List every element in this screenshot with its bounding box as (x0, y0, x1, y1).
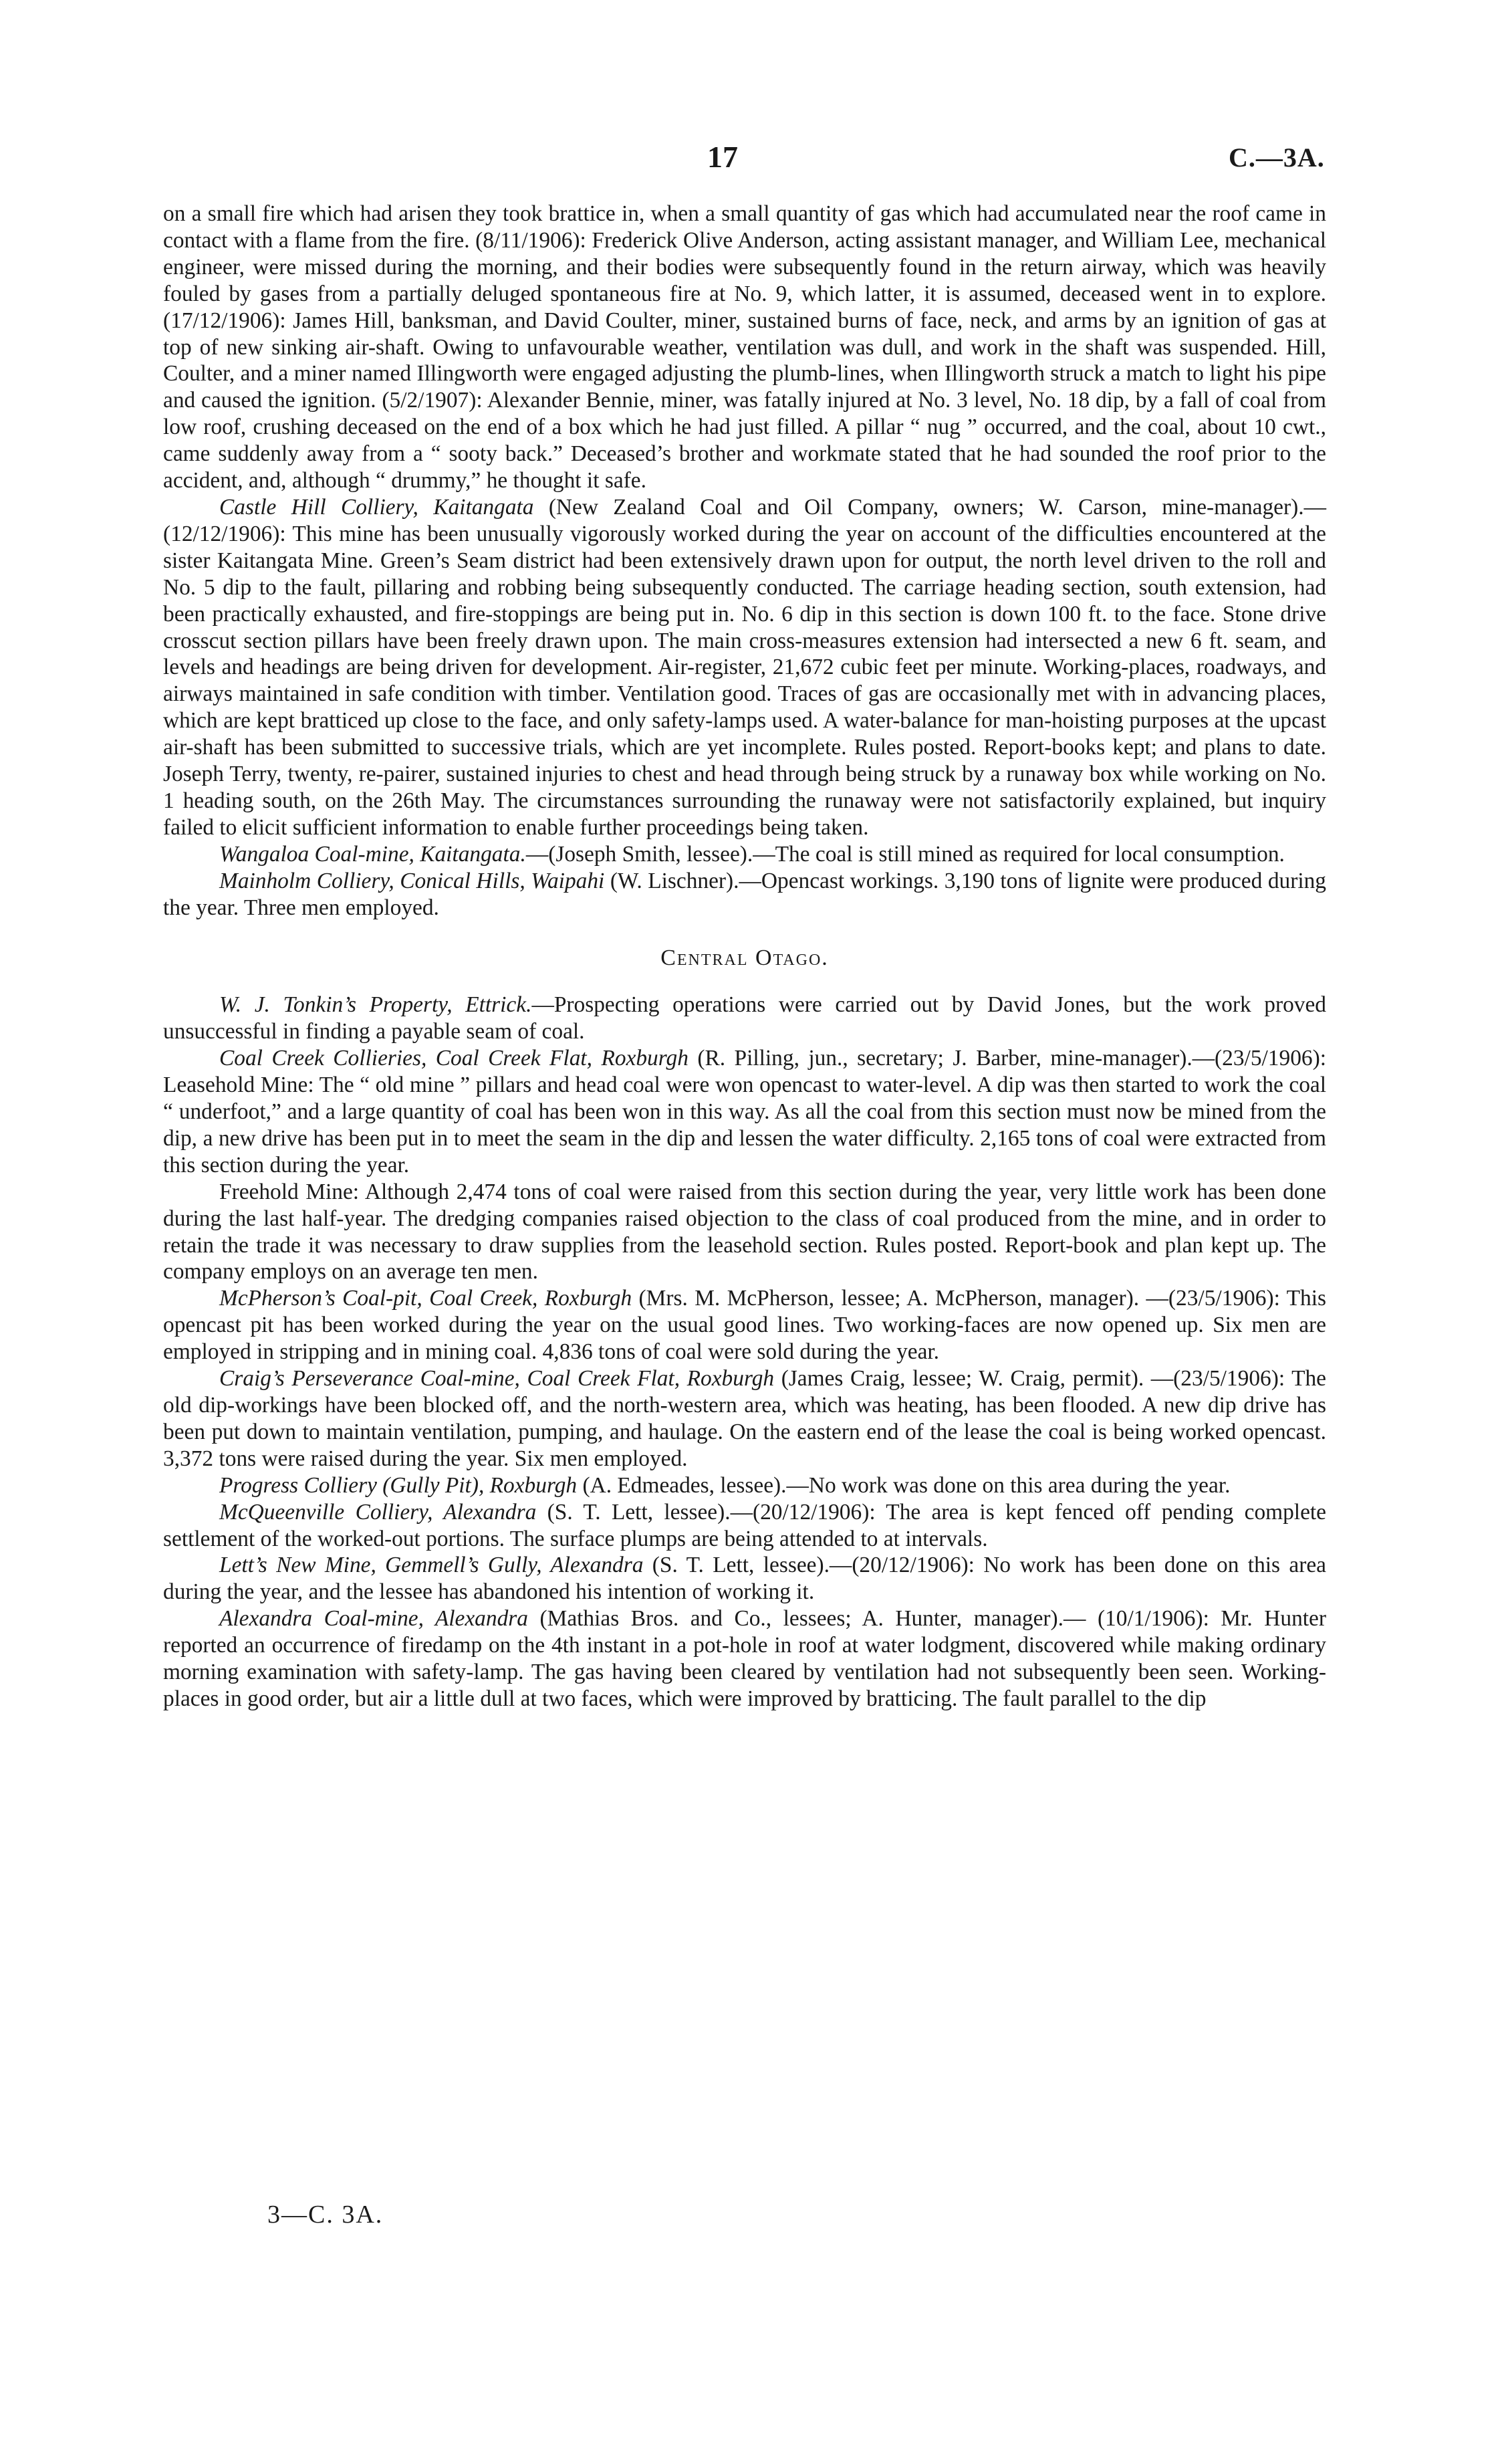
paragraph: Craig’s Perseverance Coal-mine, Coal Creek Flat, Roxburgh (James Craig, lessee; W. Craig, permit). —(23/5/1906): The old dip-workings have been blocked off, and the north-western area, which was heating, has been flooded. A new dip drive has been put down to maintain ventilation, pumping, and haulage. On the eastern end of the lease the coal is being worked opencast. 3,372 tons were raised during the year. Six men employed. (163, 1366, 1327, 1471)
printer-signature: 3—C. 3A. (267, 2201, 384, 2229)
paragraph: Alexandra Coal-mine, Alexandra (Mathias Bros. and Co., lessees; A. Hunter, manager).— (10/1/1906): Mr. Hunter reported an occurrence of firedamp on the 4th instant in a pot-hole in roof at water lodgment, discovered while making ordinary morning examination with safety-lamp. The gas having been cleared by ventilation had not subsequently been seen. Working-places in good order, but air a little dull at two faces, which were improved by bratticing. The fault parallel to the dip (163, 1606, 1326, 1711)
paragraph: Progress Colliery (Gully Pit), Roxburgh (A. Edmeades, lessee).—No work was done on this area during the year. (219, 1472, 1231, 1498)
paragraph: Wangaloa Coal-mine, Kaitangata.—(Joseph Smith, lessee).—The coal is still mined as required for local consumption. (219, 841, 1285, 867)
page-number: 17 (707, 140, 738, 174)
section-heading: Central Otago. (660, 945, 829, 971)
paragraph: McQueenville Colliery, Alexandra (S. T. Lett, lessee).—(20/12/1906): The area is kept fenced off pending complete settlement of the worked-out portions. The surface plumps are being attended to at intervals. (163, 1499, 1327, 1551)
paragraph: W. J. Tonkin’s Property, Ettrick.—Prospecting operations were carried out by David Jones, but the work proved unsuccessful in finding a payable seam of coal. (163, 992, 1326, 1044)
document-code: C.—3A. (1229, 142, 1325, 173)
paragraph: McPherson’s Coal-pit, Coal Creek, Roxburgh (Mrs. M. McPherson, lessee; A. McPherson, manager). —(23/5/1906): This opencast pit has been worked during the year on the usual good lines. Two working-faces are now opened up. Six men are employed in stripping and in mining coal. 4,836 tons of coal were sold during the year. (163, 1286, 1326, 1365)
body-text (163, 201, 1326, 1712)
paragraph: Lett’s New Mine, Gemmell’s Gully, Alexandra (S. T. Lett, lessee).—(20/12/1906): No work has been done on this area during the year, and the lessee has abandoned his intention of working it. (163, 1553, 1326, 1605)
paragraph: on a small fire which had arisen they took brattice in, when a small quantity of gas which had accumulated near the roof came in contact with a flame from the fire. (8/11/1906): Frederick Olive Anderson, acting assistant manager, and William Lee, mechanical engineer, were missed during the morning, and their bodies were subsequently found in the return airway, which was heavily fouled by gases from a partially deluged spontaneous fire at No. 9, which latter, it is assumed, deceased went in to explore. (17/12/1906): James Hill, banksman, and David Coulter, miner, sustained burns of face, neck, and arms by an ignition of gas at top of new sinking air-shaft. Owing to unfavourable weather, ventilation was dull, and work in the shaft was suspended. Hill, Coulter, and a miner named Illingworth were engaged adjusting the plumb-lines, when Illingworth struck a match to light his pipe and caused the ignition. (5/2/1907): Alexander Bennie, miner, was fatally injured at No. 3 level, No. 18 dip, by a fall of coal from low roof, crushing deceased on the end of a box which he had just filled. A pillar “ nug ” occurred, and the coal, about 10 cwt., came suddenly away from a “ sooty back.” Deceased’s brother and workmate stated that he had sounded the roof prior to the accident, and, although “ drummy,” he thought it safe. (163, 201, 1326, 493)
paragraph: Mainholm Colliery, Conical Hills, Waipahi (W. Lischner).—Opencast workings. 3,190 tons of lignite were produced during the year. Three men employed. (163, 868, 1326, 920)
paragraph: Coal Creek Collieries, Coal Creek Flat, Roxburgh (R. Pilling, jun., secretary; J. Barber, mine-manager).—(23/5/1906): Leasehold Mine: The “ old mine ” pillars and head coal were won opencast to water-level. A dip was then started to work the coal “ underfoot,” and a large quantity of coal has been won in this way. As all the coal from this section must now be mined from the dip, a new drive has been put in to meet the seam in the dip and lessen the water difficulty. 2,165 tons of coal were extracted from this section during the year. (163, 1046, 1326, 1178)
paragraph: Freehold Mine: Although 2,474 tons of coal were raised from this section during the year, very little work has been done during the last half-year. The dredging companies raised objection to the class of coal produced from the mine, and in order to retain the trade it was necessary to draw supplies from the leasehold section. Rules posted. Report-book and plan kept up. The company employs on an average ten men. (163, 1179, 1326, 1284)
paragraph: Castle Hill Colliery, Kaitangata (New Zealand Coal and Oil Company, owners; W. Carson, mine-manager).—(12/12/1906): This mine has been unusually vigorously worked during the year on account of the difficulties encountered at the sister Kaitangata Mine. Green’s Seam district had been extensively drawn upon for output, the north level driven to the roll and No. 5 dip to the fault, pillaring and robbing being subsequently conducted. The carriage heading section, south extension, had been practically exhausted, and fire-stoppings are being put in. No. 6 dip in this section is down 100 ft. to the face. Stone drive crosscut section pillars have been freely drawn upon. The main cross-measures extension had intersected a new 6 ft. seam, and levels and headings are being driven for development. Air-register, 21,672 cubic feet per minute. Working-places, roadways, and airways maintained in safe condition with timber. Ventilation good. Traces of gas are occasionally met with in advancing places, which are kept bratticed up close to the face, and only safety-lamps used. A water-balance for man-hoisting purposes at the upcast air-shaft has been submitted to successive trials, which are yet incomplete. Rules posted. Report-books kept; and plans to date. Joseph Terry, twenty, re-pairer, sustained injuries to chest and head through being struck by a runaway box while working on No. 1 heading south, on the 26th May. The circumstances surrounding the runaway were not satisfactorily explained, but inquiry failed to elicit sufficient information to enable further proceedings being taken. (163, 494, 1326, 840)
